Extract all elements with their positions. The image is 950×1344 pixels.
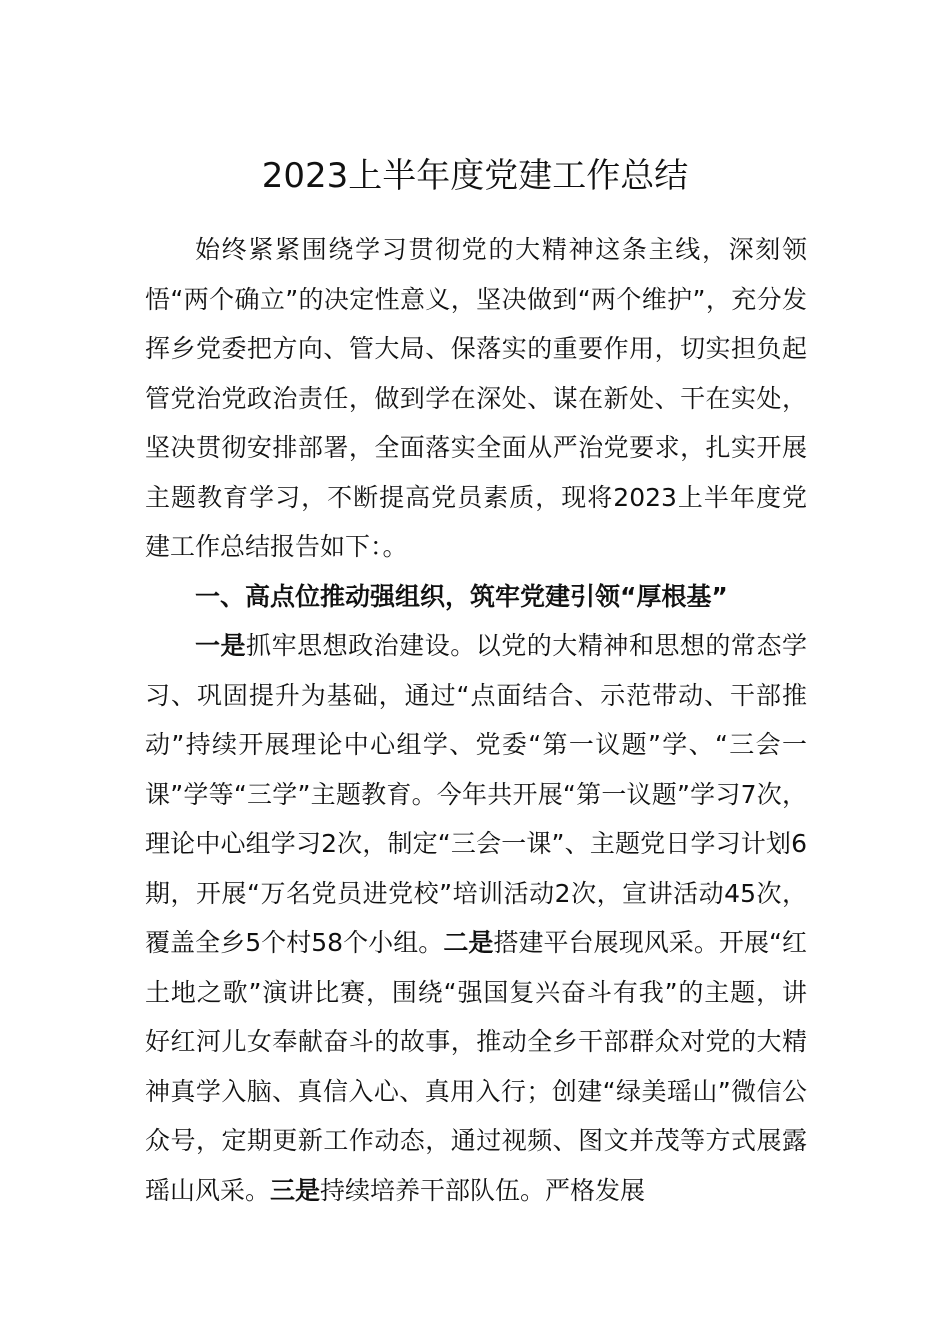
point-lead-1: 一是 (195, 631, 247, 660)
section-paragraph (145, 621, 807, 1215)
document-title: 2023上半年度党建工作总结 (261, 156, 689, 196)
point-text-2: 搭建平台展现风采。开展“红土地之歌”演讲比赛，围绕“强国复兴奋斗有我”的主题，讲好红河儿女奉献奋斗的故事，推动全乡干部群众对党的大精神真学入脑、真信入心、真用入行；创建“绿美瑶山”微信公众号，定期更新工作动态，通过视频、图文并茂等方式展露瑶山风采。 (145, 928, 807, 1205)
point-text-1: 抓牢思想政治建设。以党的大精神和思想的常态学习、巩固提升为基础，通过“点面结合、示范带动、干部推动”持续开展理论中心组学、党委“第一议题”学、“三会一课”学等“三学”主题教育。今年共开展“第一议题”学习7次，理论中心组学习2次，制定“三会一课”、主题党日学习计划6期，开展“万名党员进党校”培训活动2次，宣讲活动45次，覆盖全乡5个村58个小组。 (145, 631, 807, 957)
point-lead-2: 二是 (443, 928, 494, 957)
point-lead-3: 三是 (270, 1175, 321, 1205)
intro-paragraph: 始终紧紧围绕学习贯彻党的大精神这条主线，深刻领悟“两个确立”的决定性意义，坚决做到“两个维护”，充分发挥乡党委把方向、管大局、保落实的重要作用，切实担负起管党治党政治责任，做到学在深处、谋在新处、干在实处，坚决贯彻安排部署，全面落实全面从严治党要求，扎实开展主题教育学习，不断提高党员素质，现将2023上半年度党建工作总结报告如下：。 (145, 235, 807, 561)
document-body (145, 225, 807, 1215)
section-heading: 一、高点位推动强组织，筑牢党建引领“厚根基” (195, 581, 728, 611)
point-text-3: 持续培养干部队伍。严格发展 (320, 1175, 646, 1205)
